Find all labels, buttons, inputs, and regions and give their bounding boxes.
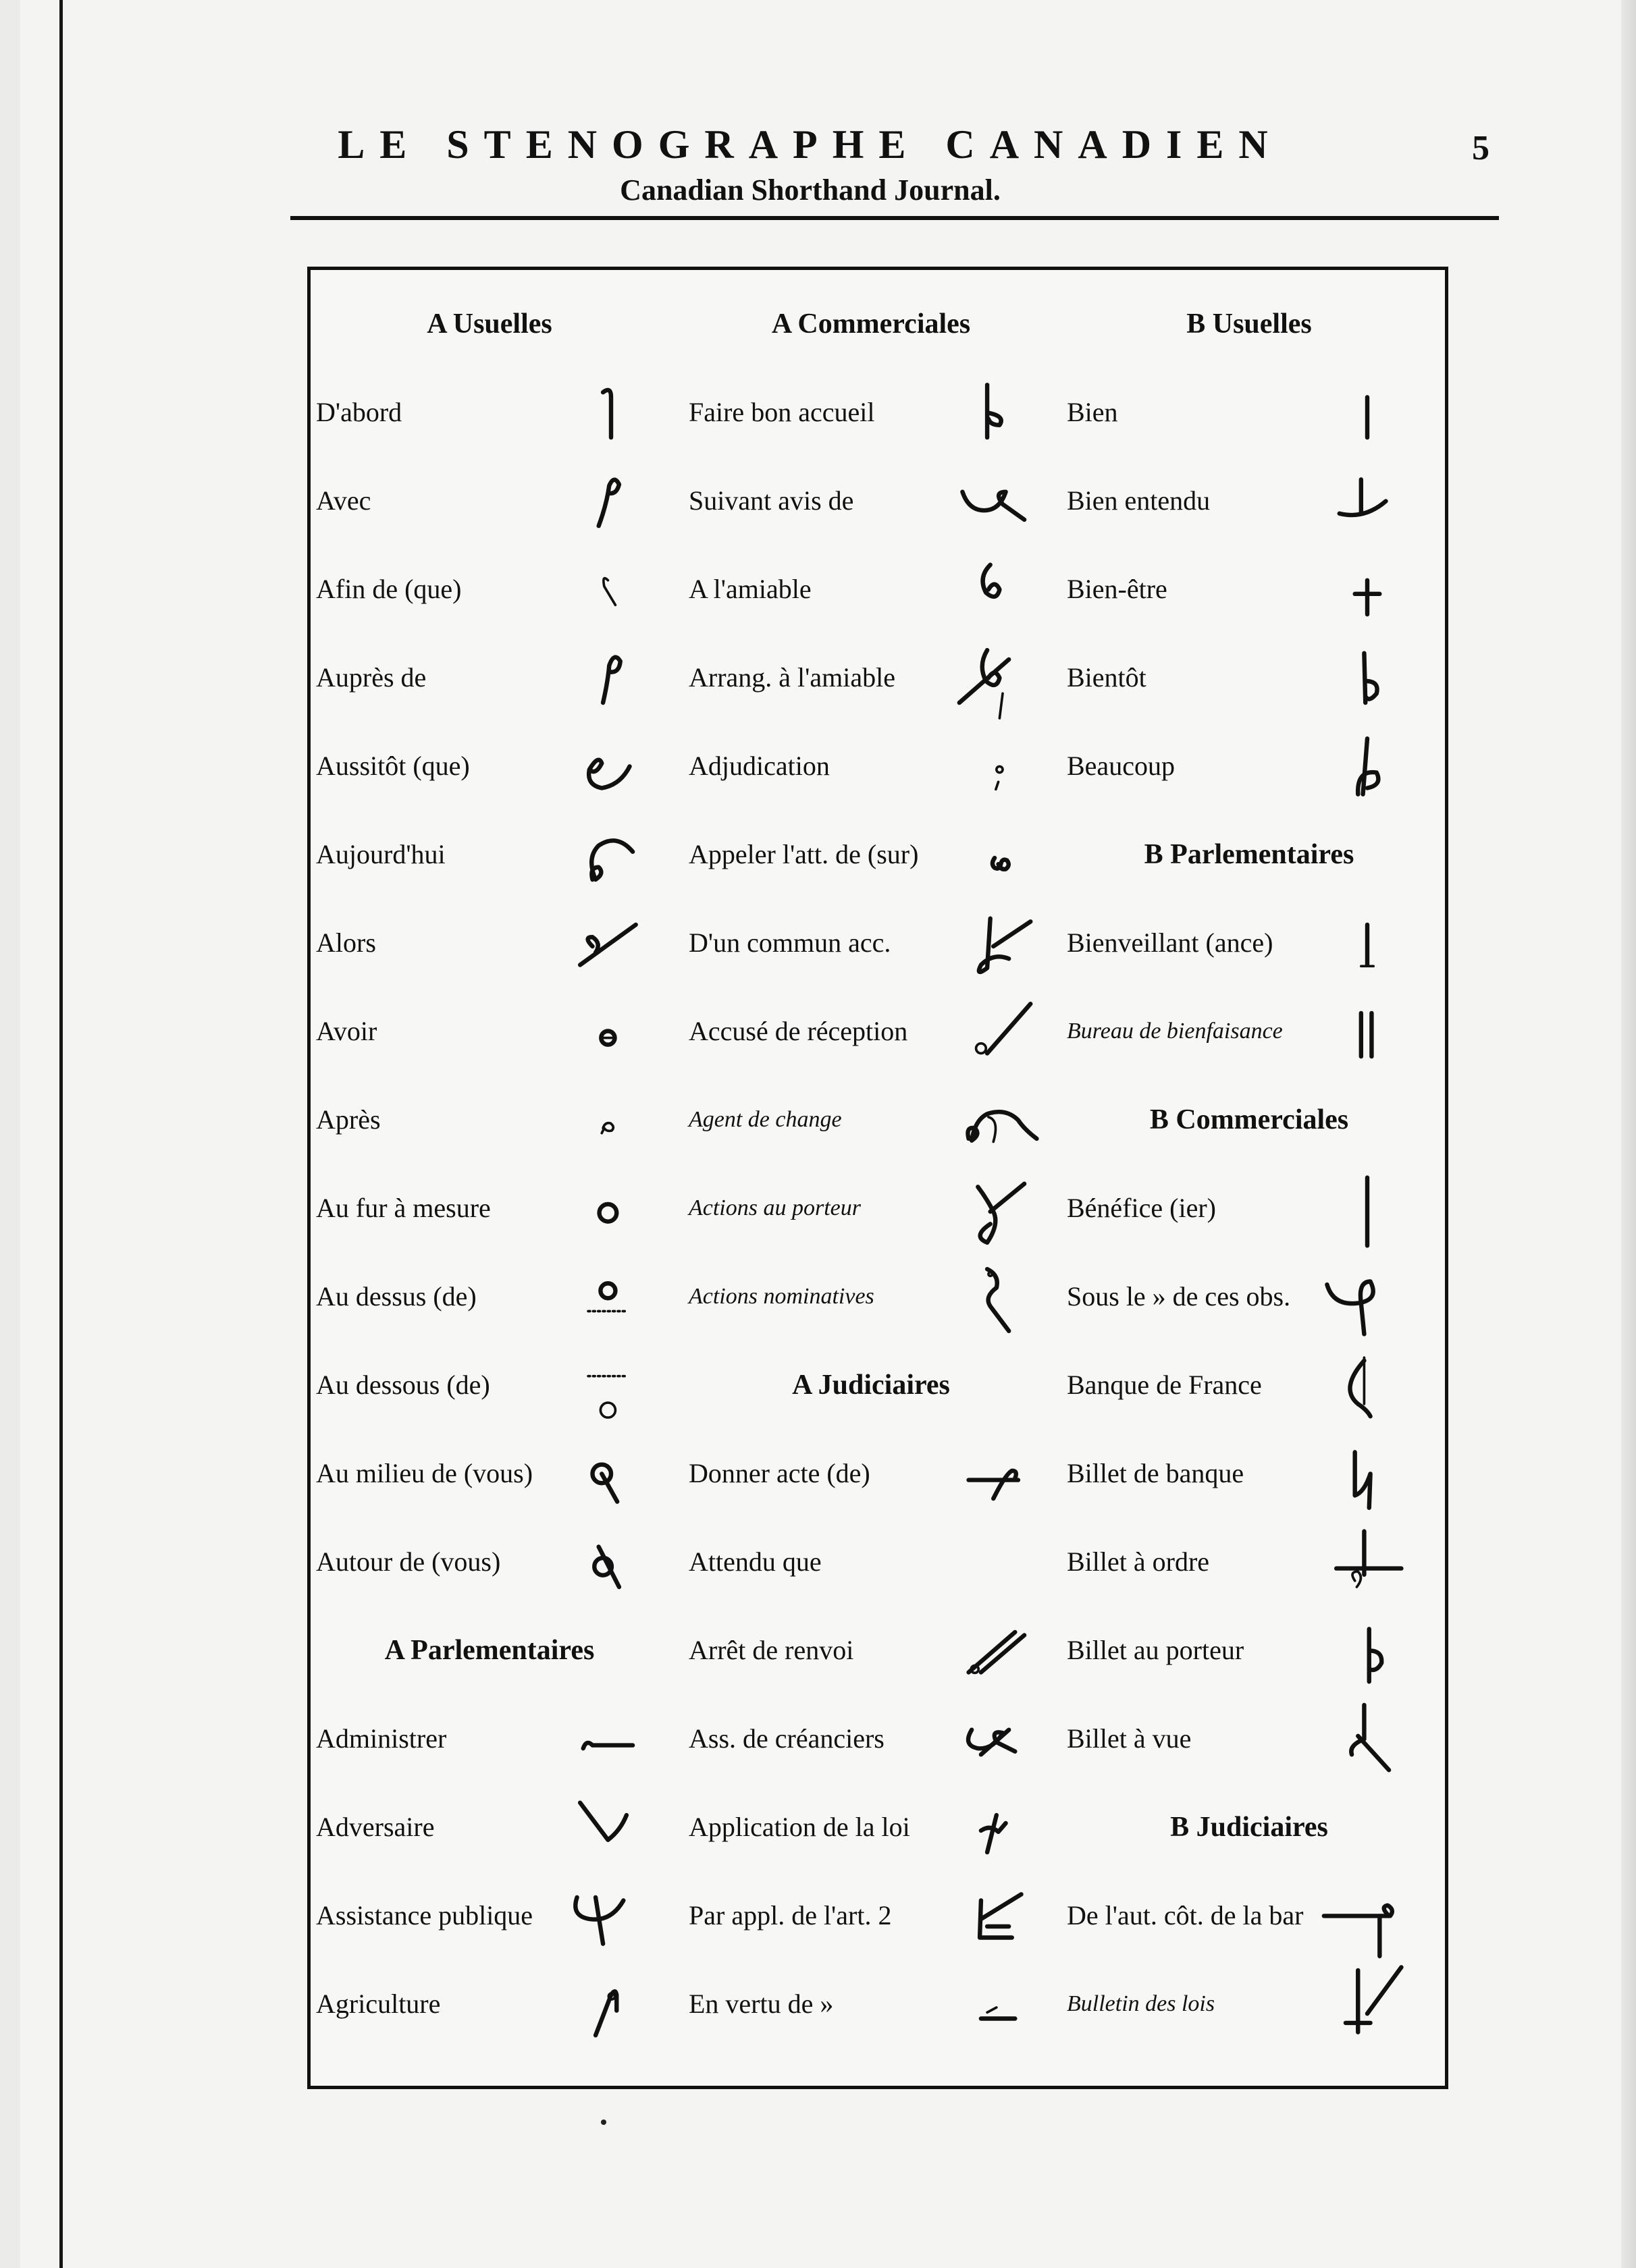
shorthand-accuse-icon [952,998,1053,1072]
abbreviation-label: Sous le » de ces obs. [1067,1281,1291,1312]
table-row [1060,909,1438,977]
section-heading: A Parlementaires [384,1635,595,1666]
abbreviation-label: Administrer [316,1723,447,1754]
abbreviation-label: Assistance publique [316,1900,533,1931]
table-row [682,732,1060,800]
table-row [1060,1351,1438,1419]
table-row [682,821,1060,888]
shorthand-autre-cote-icon [1317,1882,1418,1956]
abbreviation-label: Bientôt [1067,662,1146,693]
shorthand-benefice-icon [1317,1174,1418,1249]
shorthand-avec-icon [560,467,662,541]
shorthand-bulletin-lois-icon [1317,1970,1418,2045]
abbreviation-label: Arrang. à l'amiable [689,662,895,693]
table-row [1060,998,1438,1065]
shorthand-appeler-icon [952,821,1053,895]
abbreviation-label: Agent de change [689,1107,842,1132]
abbreviation-label: Beaucoup [1067,751,1175,781]
table-row [311,732,668,800]
shorthand-afin-icon [560,556,662,630]
table-row [682,556,1060,623]
abbreviation-label: Appeler l'att. de (sur) [689,839,919,869]
table-row [311,556,668,623]
shorthand-creanciers-icon [952,1705,1053,1779]
table-row [1060,1440,1438,1507]
table-row [682,1528,1060,1596]
header-rule [290,216,1499,220]
shorthand-beaucoup-icon [1317,732,1418,807]
shorthand-actions-nominatives-icon [952,1263,1053,1337]
table-row [1060,1528,1438,1596]
table-row [682,1970,1060,2038]
abbreviation-label: Aussitôt (que) [316,751,470,781]
abbreviation-label: Adjudication [689,751,830,781]
abbreviation-label: En vertu de » [689,1989,834,2019]
table-row [682,1086,1060,1154]
table-row [311,1970,668,2038]
abbreviation-label: Actions nominatives [689,1284,874,1309]
shorthand-au-dessous-icon [560,1351,662,1426]
shorthand-au-fur-icon [560,1174,662,1249]
shorthand-bienveillant-icon [1317,909,1418,983]
page-edge-shadow [1621,0,1636,2268]
table-row [1060,644,1438,711]
shorthand-en-vertu-icon [952,1970,1053,2045]
table-row [682,1705,1060,1773]
section-heading: A Commerciales [771,308,971,340]
table-row [311,467,668,535]
table-row [311,1528,668,1596]
table-row [1060,732,1438,800]
abbreviation-label: Bienveillant (ance) [1067,927,1273,958]
abbreviation-label: Billet à ordre [1067,1546,1210,1577]
abbreviation-label: Au dessus (de) [316,1281,477,1312]
shorthand-commun-acc-icon [952,909,1053,983]
abbreviation-label: A l'amiable [689,574,812,604]
table-row [682,1440,1060,1507]
section-heading: B Judiciaires [1170,1812,1328,1843]
table-row [682,644,1060,711]
binding-line [59,0,63,2268]
table-row [311,1086,668,1154]
abbreviation-label: Avoir [316,1016,377,1046]
table-row [1060,1617,1438,1684]
shorthand-suivant-avis-icon [952,467,1053,541]
section-heading: A Usuelles [427,308,552,340]
section-heading: B Parlementaires [1144,839,1354,870]
abbreviation-label: Auprès de [316,662,427,693]
section-heading: A Judiciaires [792,1370,950,1401]
shorthand-billet-banque-icon [1317,1440,1418,1514]
abbreviation-label: Attendu que [689,1546,822,1577]
table-row [311,1263,668,1330]
shorthand-apres-icon [560,1086,662,1160]
table-row [1060,1174,1438,1242]
page-number: 5 [1472,129,1489,167]
shorthand-autour-icon [560,1528,662,1602]
table-row [1060,379,1438,446]
shorthand-amiable-icon [952,556,1053,630]
journal-title: LE STENOGRAPHE CANADIEN [338,122,1283,167]
shorthand-bien-etre-icon [1317,556,1418,630]
abbreviation-label: Bien entendu [1067,485,1211,516]
table-row [311,909,668,977]
shorthand-accueil-icon [952,379,1053,453]
shorthand-sous-le-icon [1317,1263,1418,1337]
abbreviation-label: Bien-être [1067,574,1167,604]
abbreviation-label: Bulletin des lois [1067,1991,1215,2016]
shorthand-aussitot-icon [560,732,662,807]
abbreviation-label: Application de la loi [689,1812,910,1842]
shorthand-actions-porteur-icon [952,1174,1053,1249]
section-heading: B Usuelles [1186,308,1312,340]
abbreviation-label: Bénéfice (ier) [1067,1193,1216,1223]
table-row [1060,1705,1438,1773]
abbreviation-label: Ass. de créanciers [689,1723,885,1754]
section-heading: B Commerciales [1149,1104,1349,1135]
abbreviation-label: Billet au porteur [1067,1635,1244,1665]
abbreviation-label: Billet de banque [1067,1458,1244,1488]
table-row [682,1263,1060,1330]
table-row [682,1617,1060,1684]
table-row [311,1174,668,1242]
abbreviation-label: Bien [1067,397,1118,427]
shorthand-assistance-icon [560,1882,662,1956]
table-row [682,1882,1060,1949]
page-binding-edge [0,0,20,2268]
abbreviation-label: Avec [316,485,371,516]
table-row [311,1440,668,1507]
abbreviation-label: Agriculture [316,1989,441,2019]
shorthand-application-loi-icon [952,1793,1053,1868]
ink-dot [601,2120,606,2125]
table-row [682,1793,1060,1861]
shorthand-bien-entendu-icon [1317,467,1418,541]
table-row [311,1705,668,1773]
table-column [1060,270,1438,2086]
journal-subtitle: Canadian Shorthand Journal. [620,173,1001,207]
table-row [682,379,1060,446]
table-row [311,821,668,888]
abbreviation-label: Faire bon accueil [689,397,875,427]
abbreviation-label: Aujourd'hui [316,839,446,869]
table-row [682,1174,1060,1242]
table-row [1060,467,1438,535]
table-column [311,270,668,2086]
table-row [1060,1263,1438,1330]
shorthand-adversaire-icon [560,1793,662,1868]
abbreviation-label: Accusé de réception [689,1016,908,1046]
abbreviation-label: Après [316,1104,381,1135]
shorthand-avoir-icon [560,998,662,1072]
shorthand-donner-acte-icon [952,1440,1053,1514]
table-row [1060,1882,1438,1949]
shorthand-au-milieu-icon [560,1440,662,1514]
shorthand-bientot-icon [1317,644,1418,718]
abbreviation-label: D'abord [316,397,402,427]
shorthand-bien-icon [1317,379,1418,453]
abbreviation-label: Banque de France [1067,1370,1262,1400]
shorthand-billet-ordre-icon [1317,1528,1418,1602]
table-row [682,467,1060,535]
table-row [1060,556,1438,623]
table-row [311,998,668,1065]
shorthand-banque-france-icon [1317,1351,1418,1426]
table-row [1060,1970,1438,2038]
table-row [311,1882,668,1949]
abbreviation-label: Alors [316,927,376,958]
table-row [682,998,1060,1065]
shorthand-adjudication-icon [952,732,1053,807]
shorthand-alors-icon [560,909,662,983]
abbreviation-label: Au dessous (de) [316,1370,490,1400]
table-row [311,379,668,446]
shorthand-dabord-icon [560,379,662,453]
table-row [311,644,668,711]
shorthand-par-appl-icon [952,1882,1053,1956]
abbreviation-label: Bureau de bienfaisance [1067,1019,1283,1044]
abbreviation-label: Par appl. de l'art. 2 [689,1900,892,1931]
shorthand-arrang-icon [952,644,1053,718]
abbreviation-label: Afin de (que) [316,574,462,604]
table-row [682,909,1060,977]
abbreviation-label: D'un commun acc. [689,927,891,958]
abbreviation-label: Au milieu de (vous) [316,1458,533,1488]
abbreviation-label: De l'aut. côt. de la bar [1067,1900,1304,1931]
table-column [682,270,1060,2086]
shorthand-aujourdhui-icon [560,821,662,895]
abbreviation-label: Au fur à mesure [316,1193,491,1223]
abbreviation-label: Arrêt de renvoi [689,1635,854,1665]
abbreviation-label: Actions au porteur [689,1195,861,1220]
shorthand-agent-change-icon [952,1086,1053,1160]
shorthand-arret-renvoi-icon [952,1617,1053,1691]
table-row [311,1351,668,1419]
abbreviation-label: Donner acte (de) [689,1458,870,1488]
abbreviation-label: Adversaire [316,1812,435,1842]
table-row [311,1793,668,1861]
abbreviation-label: Billet à vue [1067,1723,1192,1754]
shorthand-administrer-icon [560,1705,662,1779]
abbreviation-label: Suivant avis de [689,485,854,516]
abbreviation-table [307,267,1448,2089]
abbreviation-label: Autour de (vous) [316,1546,501,1577]
shorthand-aupres-icon [560,644,662,718]
shorthand-billet-vue-icon [1317,1705,1418,1779]
shorthand-billet-porteur-icon [1317,1617,1418,1691]
shorthand-bureau-icon [1317,998,1418,1072]
shorthand-au-dessus-icon [560,1263,662,1337]
shorthand-agriculture-icon [560,1970,662,2045]
